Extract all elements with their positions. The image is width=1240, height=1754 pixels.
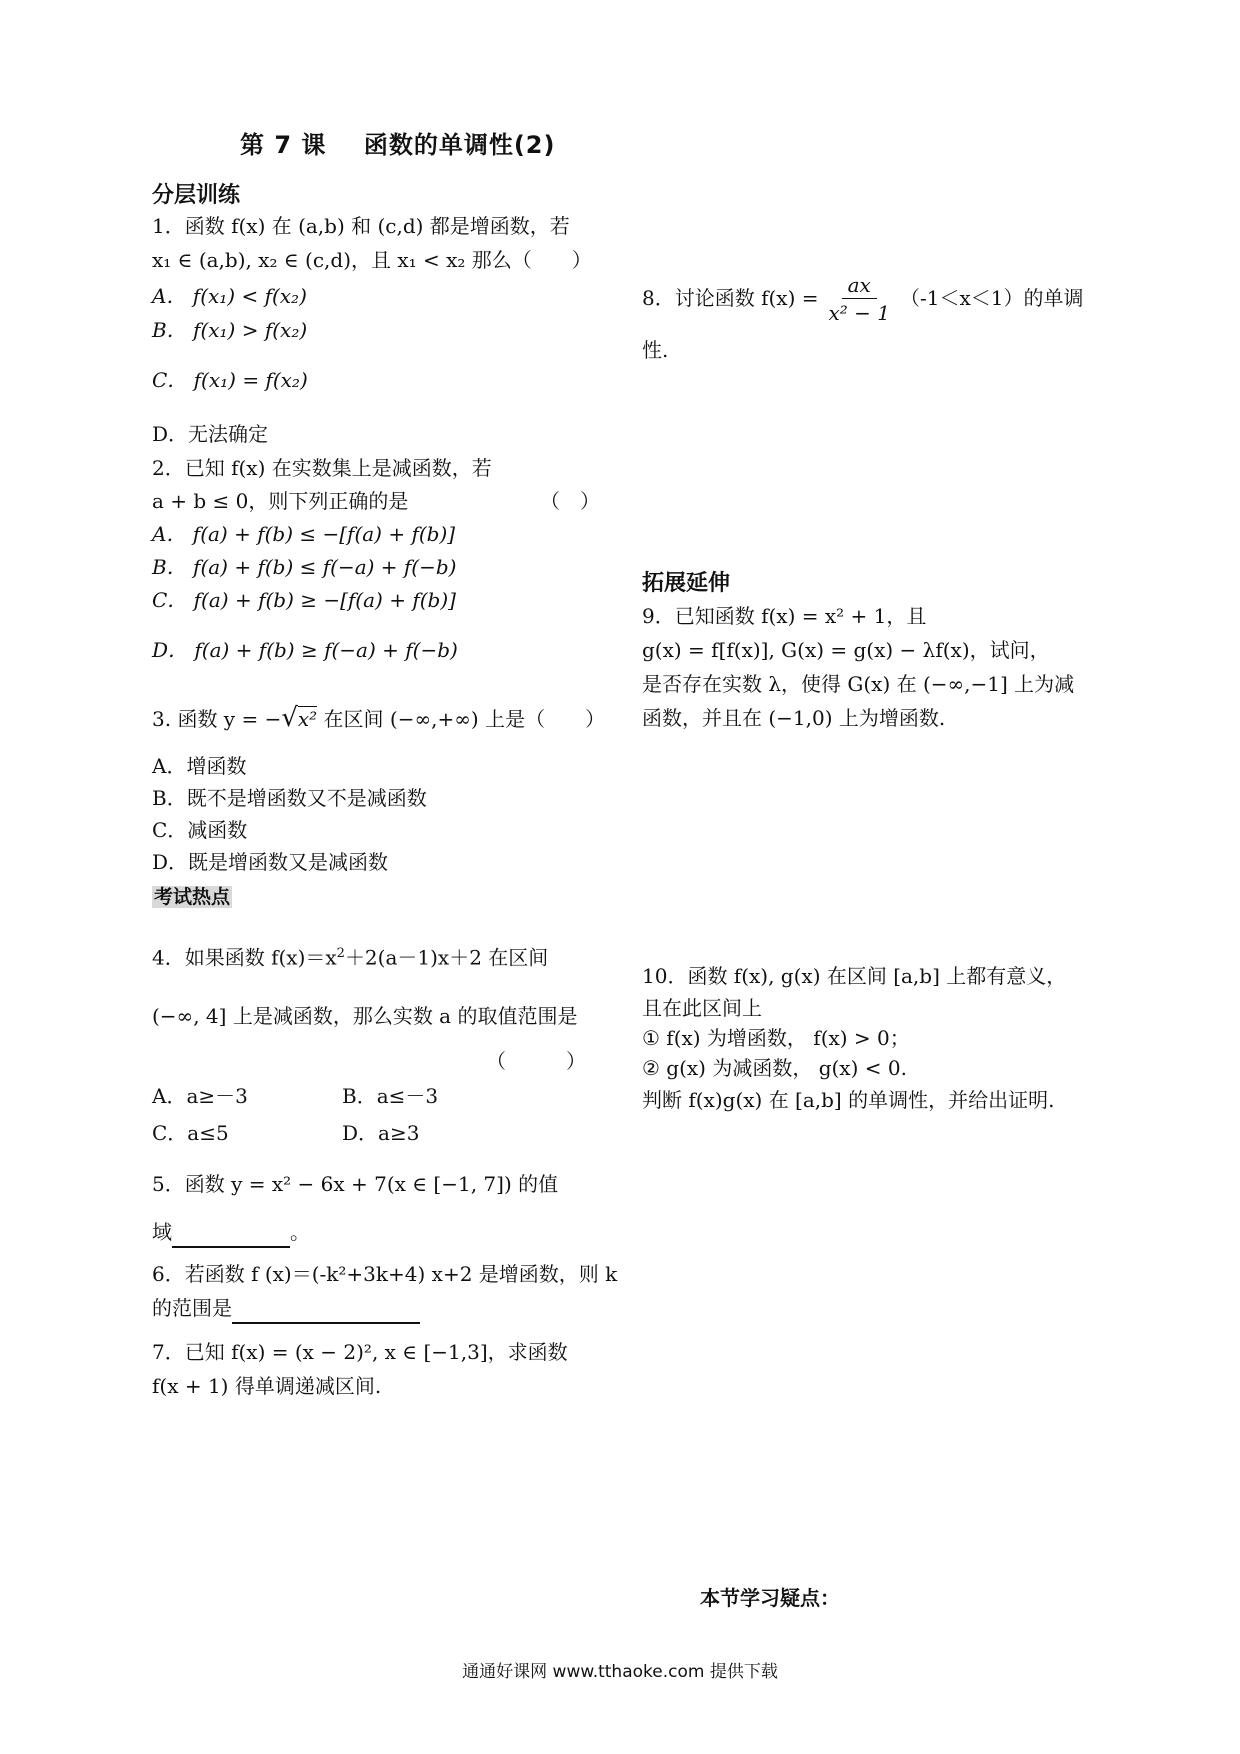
- q4-option-d: D．a≥3: [342, 1121, 420, 1145]
- q8-suffix: （-1＜x＜1）的单调: [899, 286, 1084, 310]
- q1-line2: x₁ ∈ (a,b), x₂ ∈ (c,d)，且 x₁ < x₂ 那么（ ）: [152, 248, 592, 272]
- q10-line4: ② g(x) 为减函数， g(x) < 0.: [642, 1056, 907, 1080]
- q8-line1: [642, 272, 1083, 327]
- q3-radicand: x²: [297, 707, 318, 731]
- q3-suffix: 在区间 (−∞,+∞) 上是（ ）: [317, 707, 606, 731]
- q4-options-row1: [152, 1080, 532, 1112]
- q7-line2: f(x + 1) 得单调递减区间.: [152, 1374, 382, 1398]
- q2-line2: a + b ≤ 0，则下列正确的是: [152, 489, 409, 513]
- q4-option-b: B．a≤－3: [342, 1084, 439, 1108]
- q8-fraction: [824, 272, 894, 327]
- q9-line3: 是否存在实数 λ，使得 G(x) 在 (−∞,−1] 上为减: [642, 672, 1075, 696]
- q2-answer-paren: （ ）: [540, 489, 600, 513]
- q9-line4: 函数，并且在 (−1,0) 上为增函数.: [642, 706, 946, 730]
- q8-line2: 性.: [642, 338, 669, 362]
- q10-line2: 且在此区间上: [642, 996, 762, 1020]
- q4-line1: [152, 938, 548, 974]
- q4-option-a: A．a≥－3: [152, 1084, 248, 1108]
- q2-line1: 2．已知 f(x) 在实数集上是减函数，若: [152, 456, 492, 480]
- q6-answer-blank: [232, 1298, 420, 1324]
- q2-option-d: D． f(a) + f(b) ≥ f(−a) + f(−b): [152, 638, 458, 662]
- footer-credit: 通通好课网 www.tthaoke.com 提供下载: [462, 1662, 778, 1682]
- q1-option-d: D．无法确定: [152, 422, 269, 446]
- q5-answer-blank: [172, 1222, 290, 1248]
- study-doubts-label: 本节学习疑点：: [700, 1586, 840, 1610]
- q8-denominator: x² − 1: [828, 301, 890, 325]
- q3-option-a: A．增函数: [152, 754, 247, 778]
- page-title: 第 7 课 函数的单调性(2): [240, 131, 556, 159]
- q9-line1: 9．已知函数 f(x) = x² + 1，且: [642, 604, 927, 628]
- q3-option-d: D．既是增函数又是减函数: [152, 850, 389, 874]
- q3-option-b: B．既不是增函数又不是减函数: [152, 786, 427, 810]
- q5-line2: [152, 1216, 310, 1248]
- section-training: 分层训练: [152, 183, 241, 208]
- q5-line2-suffix: 。: [290, 1220, 310, 1244]
- q1-option-a: A． f(x₁) < f(x₂): [152, 284, 307, 308]
- q4-line2: (−∞, 4] 上是减函数，那么实数 a 的取值范围是: [152, 1004, 578, 1028]
- q1-option-c: C． f(x₁) = f(x₂): [152, 368, 308, 392]
- q4-options-row2: [152, 1117, 532, 1149]
- q9-line2: g(x) = f[f(x)], G(x) = g(x) − λf(x)，试问，: [642, 638, 1050, 662]
- q8-numerator: ax: [842, 272, 877, 299]
- section-exam-hot-label: 考试热点: [154, 886, 231, 908]
- q5-line2-prefix: 域: [152, 1220, 172, 1244]
- section-exam-hot: [152, 882, 232, 909]
- q6-line2: [152, 1292, 420, 1324]
- q2-option-b: B． f(a) + f(b) ≤ f(−a) + f(−b): [152, 555, 457, 579]
- q5-line1: 5．函数 y = x² − 6x + 7(x ∈ [−1, 7]) 的值: [152, 1172, 559, 1196]
- q4-option-c: C．a≤5: [152, 1121, 229, 1145]
- q4-line1-prefix: 4．如果函数 f(x)＝x: [152, 945, 337, 970]
- sqrt-sign: √: [281, 703, 298, 733]
- q7-line1: 7．已知 f(x) = (x − 2)², x ∈ [−1,3]，求函数: [152, 1340, 568, 1364]
- q4-exponent: 2: [336, 946, 345, 961]
- q2-option-a: A． f(a) + f(b) ≤ −[f(a) + f(b)]: [152, 522, 456, 546]
- q6-line1: 6．若函数 f (x)＝(-k²+3k+4) x+2 是增函数，则 k: [152, 1262, 618, 1286]
- q2-option-c: C． f(a) + f(b) ≥ −[f(a) + f(b)]: [152, 588, 456, 612]
- q3-prefix: 3. 函数 y = −: [152, 707, 282, 731]
- q4-answer-paren: （ ）: [486, 1049, 586, 1073]
- q10-line5: 判断 f(x)g(x) 在 [a,b] 的单调性，并给出证明.: [642, 1088, 1055, 1112]
- q1-option-b: B． f(x₁) > f(x₂): [152, 318, 308, 342]
- q6-line2-prefix: 的范围是: [152, 1296, 232, 1320]
- q10-line3: ① f(x) 为增函数， f(x) > 0；: [642, 1026, 910, 1050]
- q3-stem: [152, 702, 605, 735]
- q8-prefix: 8．讨论函数 f(x) =: [642, 286, 819, 310]
- q10-line1: 10．函数 f(x), g(x) 在区间 [a,b] 上都有意义，: [642, 964, 1067, 988]
- q4-line1-suffix: ＋2(a－1)x＋2 在区间: [344, 945, 549, 970]
- q1-line1: 1．函数 f(x) 在 (a,b) 和 (c,d) 都是增函数，若: [152, 214, 570, 238]
- q3-option-c: C．减函数: [152, 818, 248, 842]
- section-extension: 拓展延伸: [642, 571, 731, 596]
